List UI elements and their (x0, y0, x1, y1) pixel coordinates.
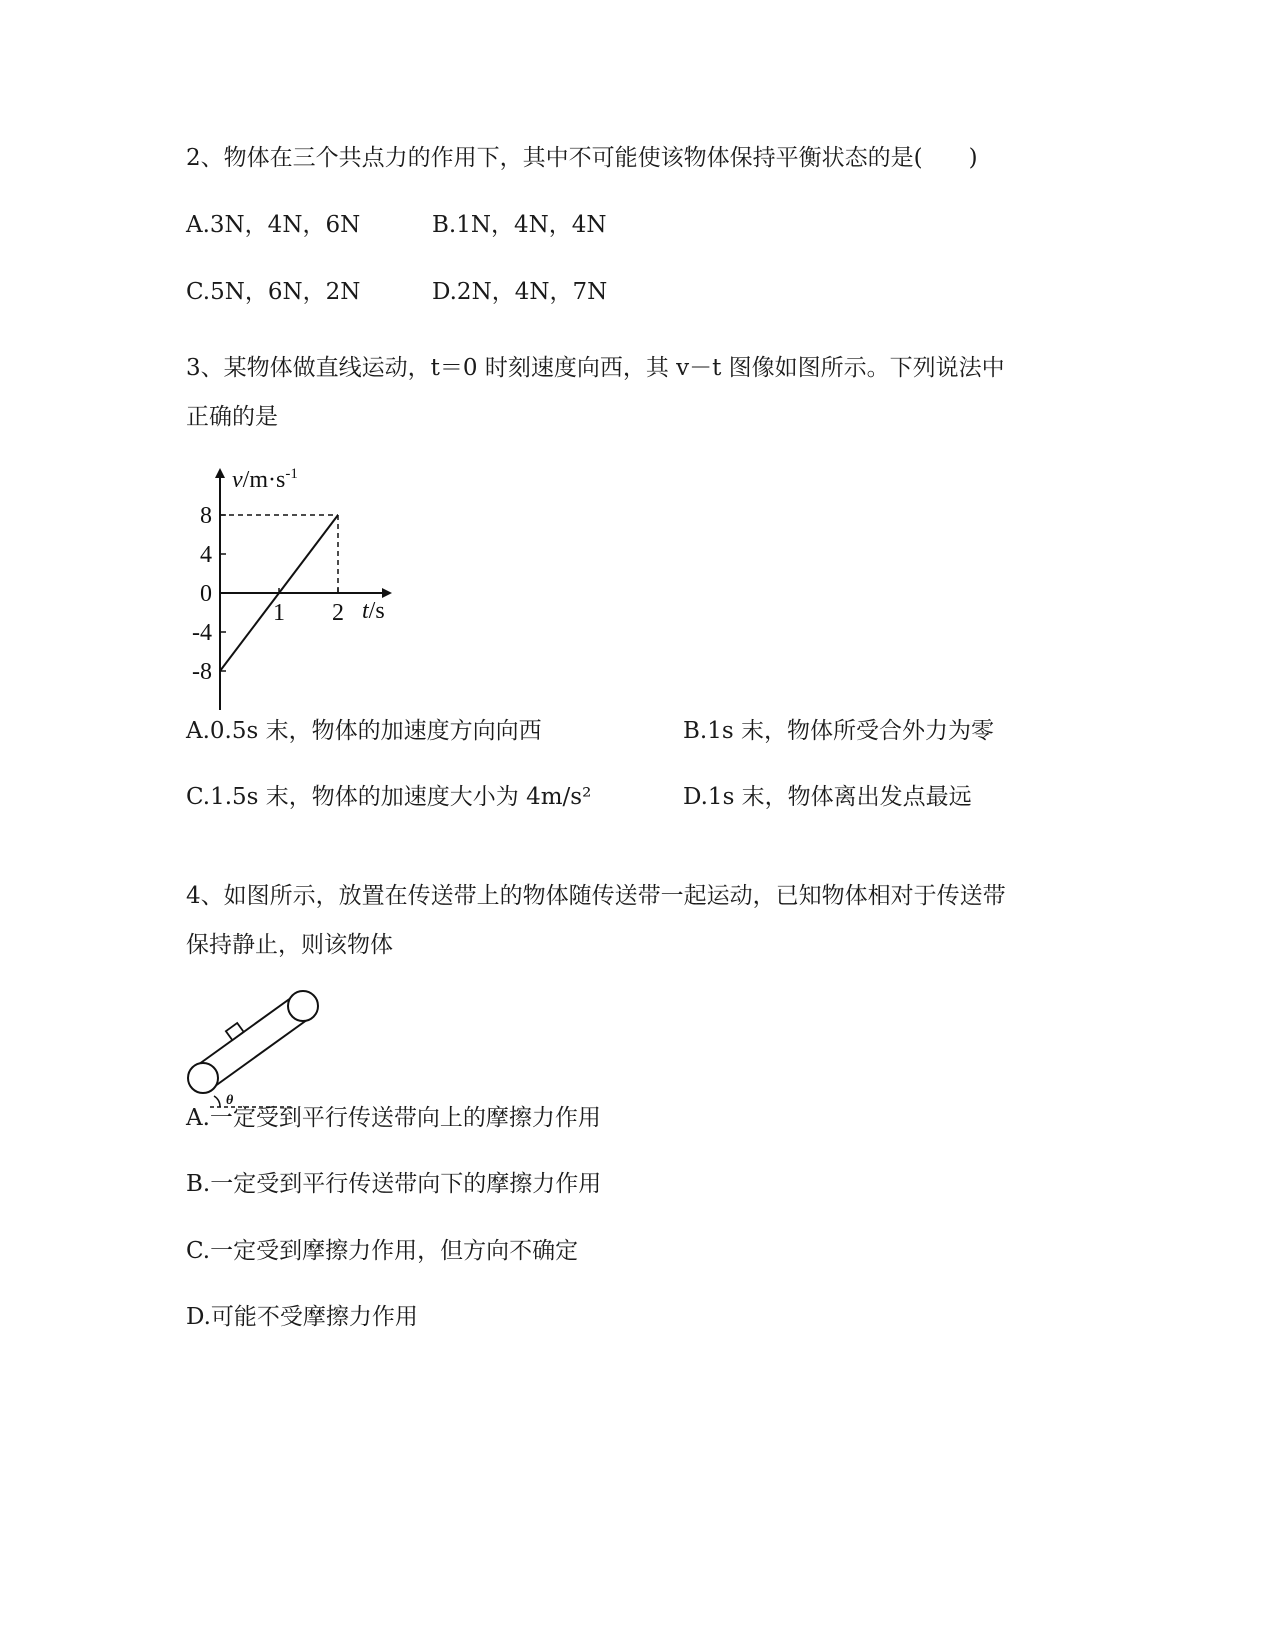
block (226, 1023, 244, 1040)
x-axis-label: t/s (362, 598, 385, 624)
y-tick-label: -8 (192, 659, 212, 685)
conveyor-belt-figure (180, 990, 330, 1120)
q3-option-a: A.0.5s 末，物体的加速度方向向西 (186, 718, 542, 744)
q4-stem-line2: 保持静止，则该物体 (186, 932, 393, 958)
q3-stem-line1: 3、某物体做直线运动，t＝0 时刻速度向西，其 v－t 图像如图所示。下列说法中 (186, 355, 1005, 381)
q2-stem: 2、物体在三个共点力的作用下，其中不可能使该物体保持平衡状态的是( ) (186, 145, 978, 171)
q2-option-d: D.2N，4N，7N (432, 279, 608, 305)
y-tick-label: 8 (200, 503, 212, 529)
angle-label: θ (226, 1093, 234, 1108)
q2-option-b: B.1N，4N，4N (432, 212, 607, 238)
y-tick-label: 0 (200, 581, 212, 607)
q3-stem-line2: 正确的是 (186, 404, 278, 430)
q3-option-d: D.1s 末，物体离出发点最远 (683, 784, 972, 810)
y-axis-label: $v/m\cdot s^{-1}$ (232, 466, 298, 493)
belt-top-edge (195, 995, 295, 1067)
vt-chart (180, 465, 410, 715)
q3-option-c: C.1.5s 末，物体的加速度大小为 4m/s² (186, 784, 592, 810)
q4-option-b: B.一定受到平行传送带向下的摩擦力作用 (186, 1171, 602, 1197)
q4-option-a: A.一定受到平行传送带向上的摩擦力作用 (186, 1105, 601, 1131)
x-tick-label: 1 (273, 600, 285, 626)
x-tick-label: 2 (332, 600, 344, 626)
y-tick-label: -4 (192, 620, 212, 646)
q4-stem-line1: 4、如图所示，放置在传送带上的物体随传送带一起运动，已知物体相对于传送带 (186, 883, 1006, 909)
q3-option-b: B.1s 末，物体所受合外力为零 (683, 718, 994, 744)
q4-option-d: D.可能不受摩擦力作用 (186, 1304, 418, 1330)
q4-option-c: C.一定受到摩擦力作用，但方向不确定 (186, 1238, 579, 1264)
upper-roller (288, 991, 318, 1021)
y-tick-label: 4 (200, 542, 212, 568)
belt-bottom-edge (211, 1017, 311, 1089)
lower-roller (188, 1063, 218, 1093)
q2-option-c: C.5N，6N，2N (186, 279, 361, 305)
q2-option-a: A.3N，4N，6N (186, 212, 361, 238)
